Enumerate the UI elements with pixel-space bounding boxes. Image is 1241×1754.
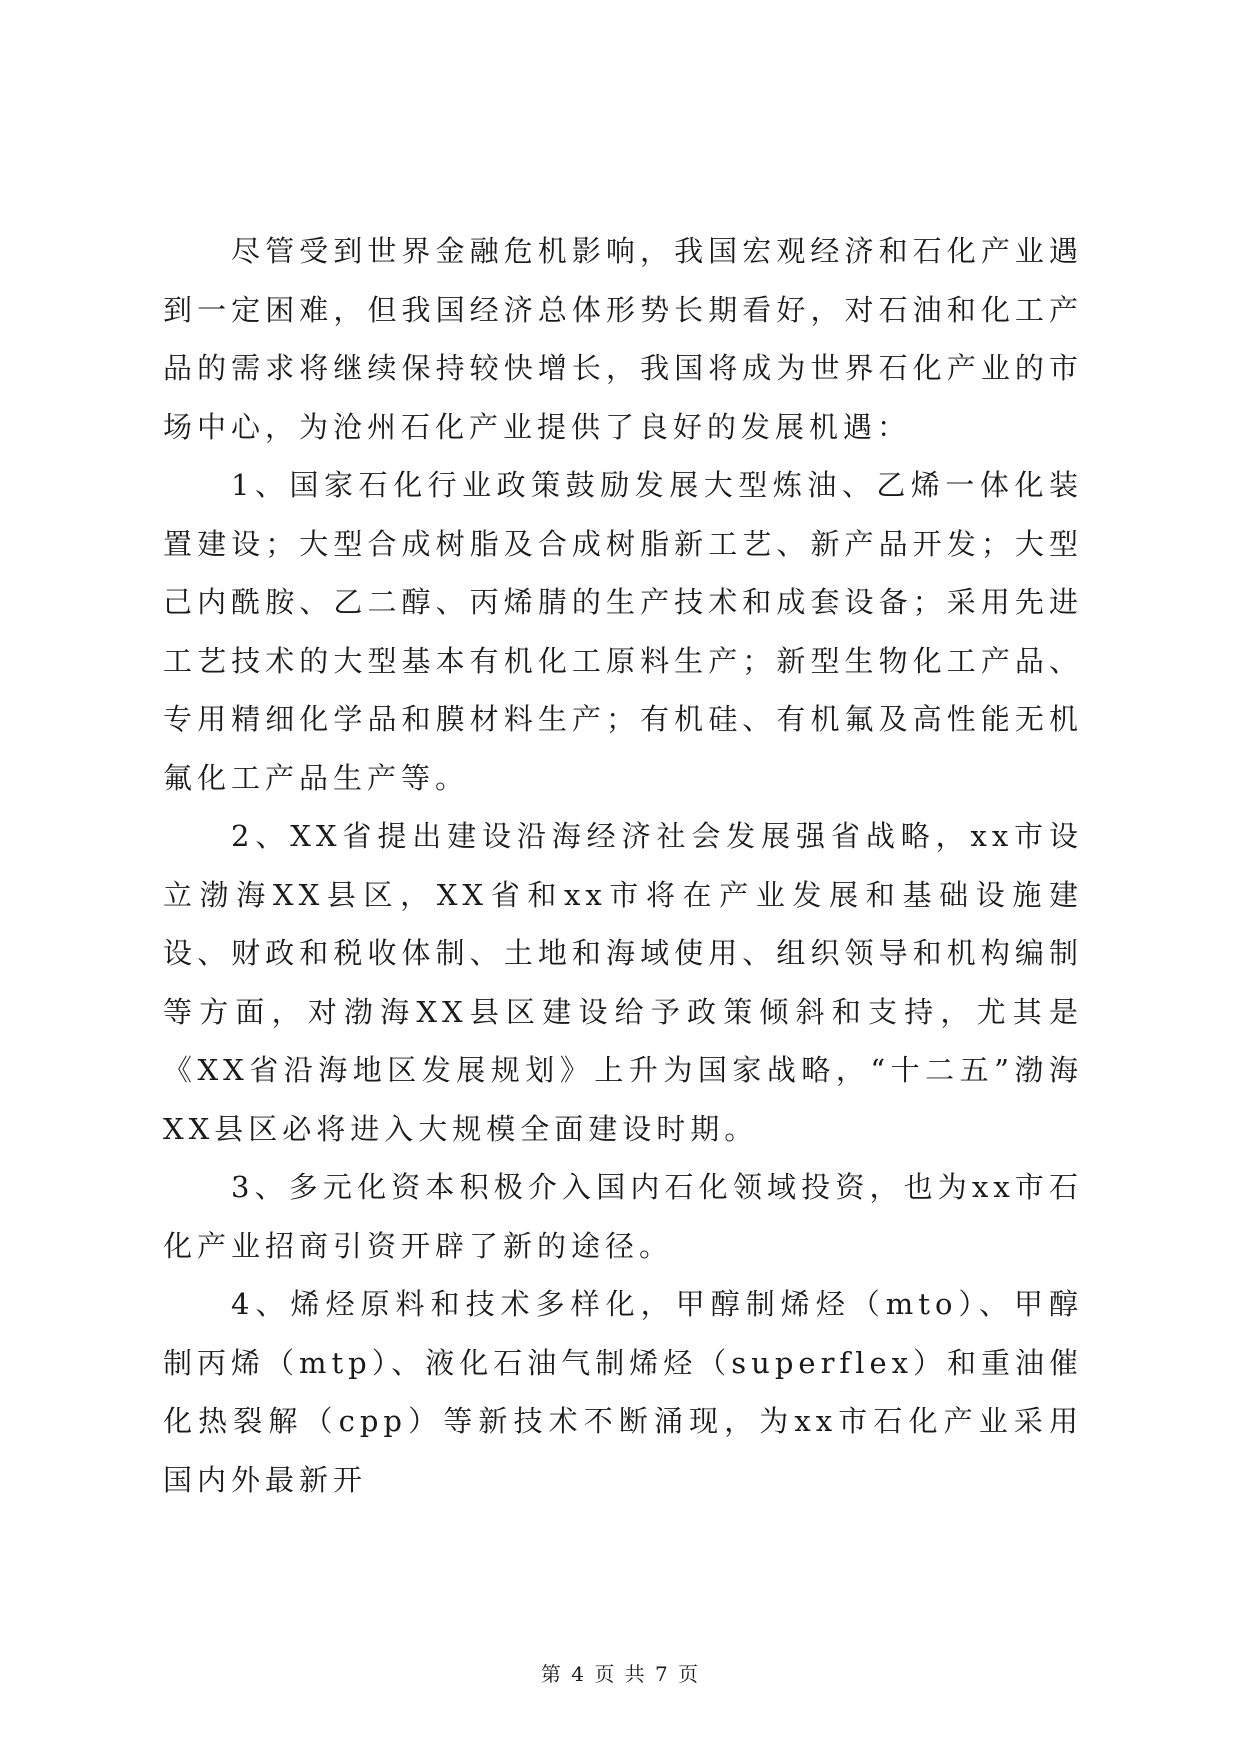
paragraph-item-4: 4、烯烃原料和技术多样化，甲醇制烯烃（mto）、甲醇制丙烯（mtp）、液化石油气制烯烃（superflex）和重油催化热裂解（cpp）等新技术不断涌现，为xx市石化产业采用国内外最新开 bbox=[163, 1287, 1083, 1497]
paragraph-intro: 尽管受到世界金融危机影响，我国宏观经济和石化产业遇到一定困难，但我国经济总体形势长期看好，对石油和化工产品的需求将继续保持较快增长，我国将成为世界石化产业的市场中心，为沧州石化产业提供了良好的发展机遇： bbox=[163, 234, 1083, 444]
page-number-footer: 第 4 页 共 7 页 bbox=[540, 1662, 701, 1686]
paragraph-item-3: 3、多元化资本积极介入国内石化领域投资，也为xx市石化产业招商引资开辟了新的途径。 bbox=[163, 1170, 1083, 1263]
paragraph-item-2: 2、XX省提出建设沿海经济社会发展强省战略，xx市设立渤海XX县区，XX省和xx市将在产业发展和基础设施建设、财政和税收体制、土地和海域使用、组织领导和机构编制等方面，对渤海XX县区建设给予政策倾斜和支持，尤其是《XX省沿海地区发展规划》上升为国家战略，“十二五”渤海XX县区必将进入大规模全面建设时期。 bbox=[163, 819, 1083, 1146]
paragraph-item-1: 1、国家石化行业政策鼓励发展大型炼油、乙烯一体化装置建设；大型合成树脂及合成树脂新工艺、新产品开发；大型己内酰胺、乙二醇、丙烯腈的生产技术和成套设备；采用先进工艺技术的大型基本有机化工原料生产；新型生物化工产品、专用精细化学品和膜材料生产；有机硅、有机氟及高性能无机氟化工产品生产等。 bbox=[163, 468, 1083, 795]
document-body bbox=[163, 222, 1083, 1509]
